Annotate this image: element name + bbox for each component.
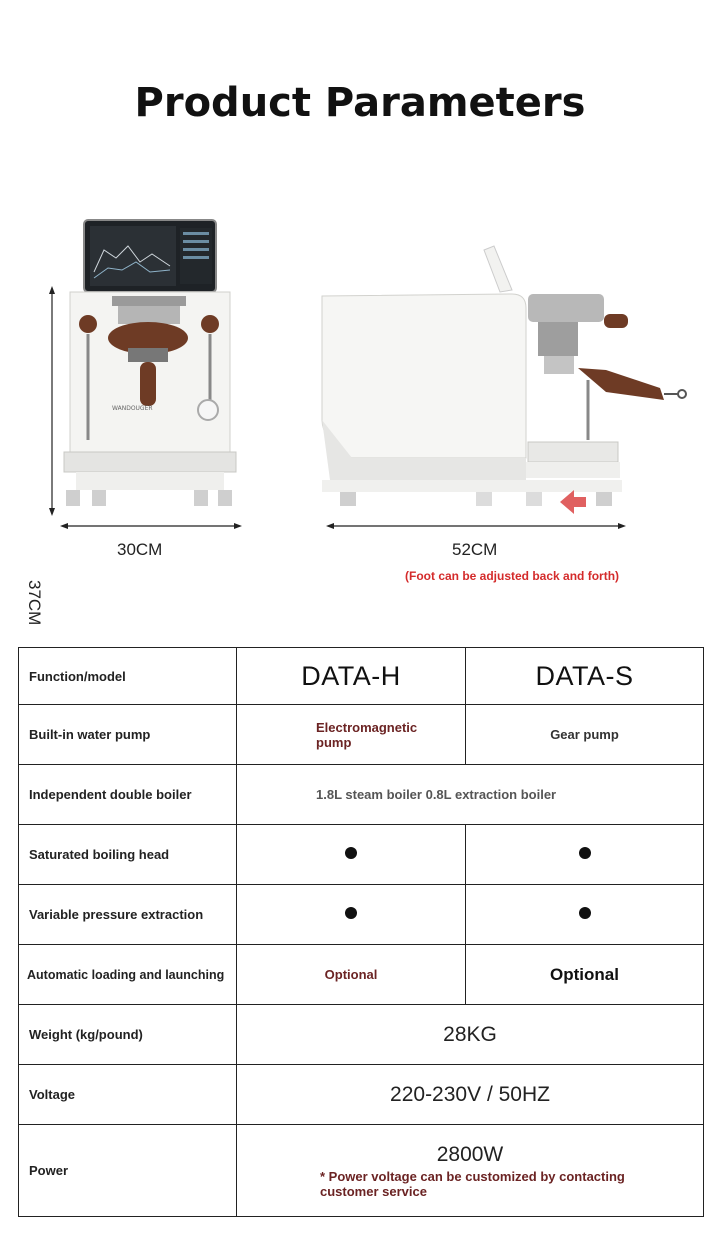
model-data-h: DATA-H (237, 648, 466, 705)
table-row (19, 1125, 704, 1217)
power-value: 2800W (436, 1142, 504, 1166)
side-view-machine (322, 246, 686, 514)
front-width-arrow (60, 523, 242, 529)
height-label: 37CM (25, 580, 44, 626)
table-header-row (19, 648, 704, 705)
row-label-head: Saturated boiling head (19, 825, 237, 885)
parameters-table (18, 647, 704, 1217)
table-row (19, 825, 704, 885)
pump-data-h: Electromagnetic pump (316, 719, 418, 750)
product-images (0, 200, 720, 626)
loading-data-h: Optional (237, 945, 466, 1005)
pump-data-s: Gear pump (466, 705, 704, 765)
row-label-power: Power (19, 1125, 237, 1217)
table-row (19, 945, 704, 1005)
table-row (19, 705, 704, 765)
voltage-value: 220-230V / 50HZ (237, 1065, 704, 1125)
row-label-voltage: Voltage (19, 1065, 237, 1125)
front-view-machine (64, 220, 236, 506)
loading-data-s: Optional (466, 945, 704, 1005)
power-note: * Power voltage can be customized by contacting customer service (320, 1168, 625, 1199)
table-row (19, 1005, 704, 1065)
page-title: Product Parameters (134, 80, 586, 126)
row-label-pump: Built-in water pump (19, 705, 237, 765)
header-label: Function/model (19, 648, 237, 705)
model-data-s: DATA-S (466, 648, 704, 705)
boiler-value: 1.8L steam boiler 0.8L extraction boiler (237, 765, 704, 825)
weight-value: 28KG (237, 1005, 704, 1065)
check-dot-icon (579, 847, 591, 859)
check-dot-icon (345, 847, 357, 859)
height-arrow (49, 286, 55, 516)
table-row (19, 765, 704, 825)
foot-adjust-note: (Foot can be adjusted back and forth) (405, 569, 620, 583)
side-depth-arrow (326, 523, 626, 529)
table-row (19, 1065, 704, 1125)
machine-drawings (0, 200, 720, 600)
front-width-label: 30CM (117, 540, 163, 559)
machine-logo: WANDOUGER (112, 405, 153, 412)
side-depth-label: 52CM (452, 540, 498, 559)
table-row (19, 885, 704, 945)
row-label-boiler: Independent double boiler (19, 765, 237, 825)
row-label-weight: Weight (kg/pound) (19, 1005, 237, 1065)
check-dot-icon (345, 907, 357, 919)
row-label-loading: Automatic loading and launching (19, 945, 237, 1005)
row-label-pressure: Variable pressure extraction (19, 885, 237, 945)
check-dot-icon (579, 907, 591, 919)
